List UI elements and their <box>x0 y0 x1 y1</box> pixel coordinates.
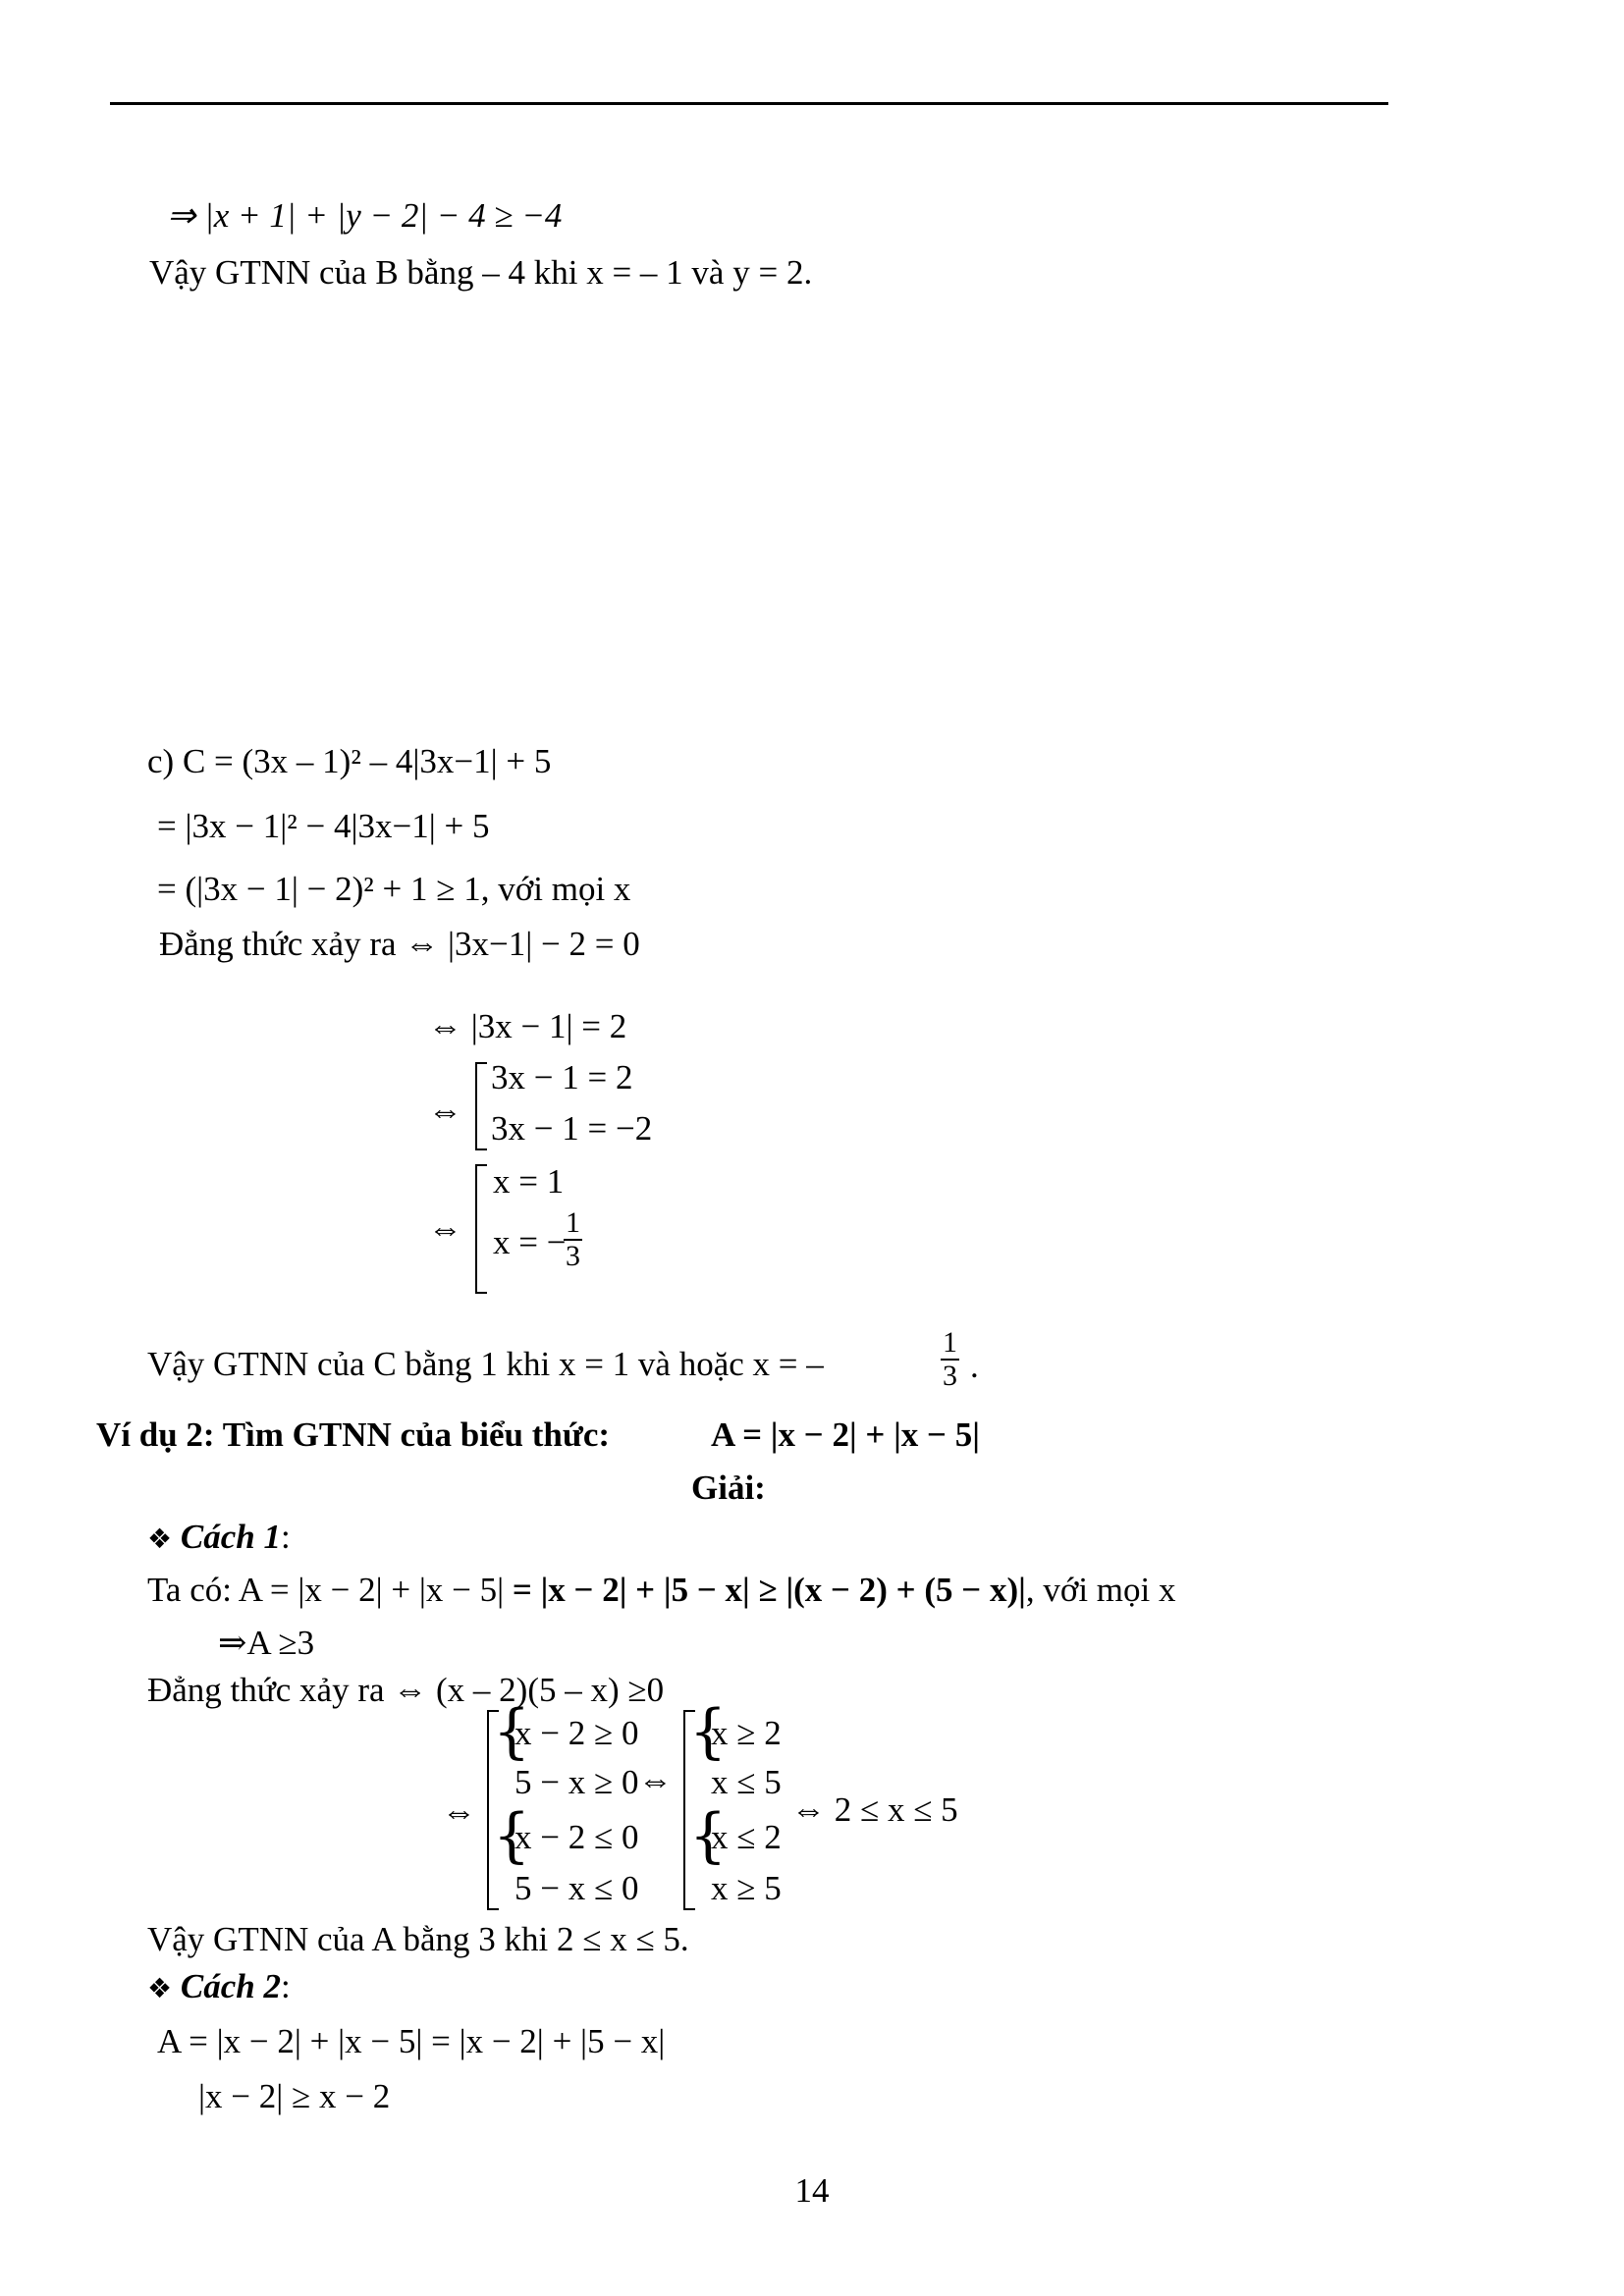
case-2a: 3x − 1 = 2 <box>491 1058 633 1096</box>
sys1-item: 5 − x ≤ 0 <box>514 1869 639 1907</box>
system-result: ⇔ 2 ≤ x ≤ 5 <box>791 1790 958 1829</box>
part-c-step1: ⇔ |3x − 1| = 2 <box>428 1007 627 1045</box>
part-c-line2: = |3x − 1|² − 4|3x−1| + 5 <box>157 807 490 845</box>
equivalence-symbol: ⇔ <box>428 1092 462 1130</box>
sys2-item: x ≤ 5 <box>711 1763 782 1801</box>
sys2-item: x ≥ 2 <box>711 1714 782 1752</box>
fraction-numerator: 1 <box>566 1206 580 1239</box>
header-rule <box>110 102 1388 105</box>
example2-title: Ví dụ 2: Tìm GTNN của biểu thức: <box>96 1415 611 1454</box>
method2-heading: ❖ Cách 2: <box>147 1967 291 2005</box>
equivalence-symbol: ⇔ <box>442 1792 476 1831</box>
case-bracket <box>475 1164 487 1294</box>
part-c-line1: c) C = (3x – 1)² – 4|3x−1| + 5 <box>147 742 552 780</box>
fraction-numerator: 1 <box>943 1326 957 1359</box>
fraction-one-third <box>564 1207 582 1272</box>
system-brace: { <box>689 1697 728 1766</box>
system-brace: { <box>689 1801 728 1870</box>
example2-expression: A = |x − 2| + |x − 5| <box>711 1415 980 1454</box>
fraction-denominator: 3 <box>943 1360 957 1392</box>
diamond-bullet-icon: ❖ <box>147 1972 173 2004</box>
page-number: 14 <box>794 2171 830 2210</box>
conclusion-c: Vậy GTNN của C bằng 1 khi x = 1 và hoặc x = – <box>147 1345 824 1383</box>
method1-line3: Đẳng thức xảy ra ⇔ (x – 2)(5 – x) ≥0 <box>147 1671 665 1709</box>
sys2-item: x ≤ 2 <box>711 1818 782 1856</box>
fraction-denominator: 3 <box>566 1240 580 1272</box>
fraction-one-third-conclusion <box>941 1327 959 1392</box>
method2-line1: A = |x − 2| + |x − 5| = |x − 2| + |5 − x| <box>157 2022 666 2060</box>
method2-line2: |x − 2| ≥ x − 2 <box>198 2077 391 2115</box>
part-c-line4: Đẳng thức xảy ra ⇔ |3x−1| − 2 = 0 <box>159 925 640 963</box>
system-brace: { <box>493 1697 531 1766</box>
diamond-bullet-icon: ❖ <box>147 1522 173 1555</box>
method1-line2: ⇒A ≥3 <box>218 1624 315 1662</box>
method1-heading: ❖ Cách 1: <box>147 1518 291 1556</box>
conclusion-b: Vậy GTNN của B bằng – 4 khi x = – 1 và y = 2. <box>149 253 813 292</box>
case-bracket <box>475 1062 487 1150</box>
solution-label: Giải: <box>691 1468 766 1507</box>
conclusion-period: . <box>970 1347 979 1385</box>
case-3a: x = 1 <box>493 1162 565 1201</box>
sys1-item: x − 2 ≤ 0 <box>514 1818 639 1856</box>
sys1-item: x − 2 ≥ 0 <box>514 1714 639 1752</box>
equivalence-symbol: ⇔ <box>428 1209 462 1248</box>
implication-line: ⇒ |x + 1| + |y − 2| − 4 ≥ −4 <box>167 196 563 235</box>
equivalence-symbol: ⇔ <box>638 1761 673 1799</box>
method1-line1: Ta có: A = |x − 2| + |x − 5| = |x − 2| + |5 − x| ≥ |(x − 2) + (5 − x)|, với mọi x <box>147 1571 1176 1609</box>
sys2-item: x ≥ 5 <box>711 1869 782 1907</box>
system-brace: { <box>493 1801 531 1870</box>
method1-conclusion: Vậy GTNN của A bằng 3 khi 2 ≤ x ≤ 5. <box>147 1920 689 1958</box>
part-c-line3: = (|3x − 1| − 2)² + 1 ≥ 1, với mọi x <box>157 870 631 908</box>
case-2b: 3x − 1 = −2 <box>491 1109 653 1148</box>
case-3b: x = − <box>493 1223 567 1261</box>
sys1-item: 5 − x ≥ 0 <box>514 1763 639 1801</box>
